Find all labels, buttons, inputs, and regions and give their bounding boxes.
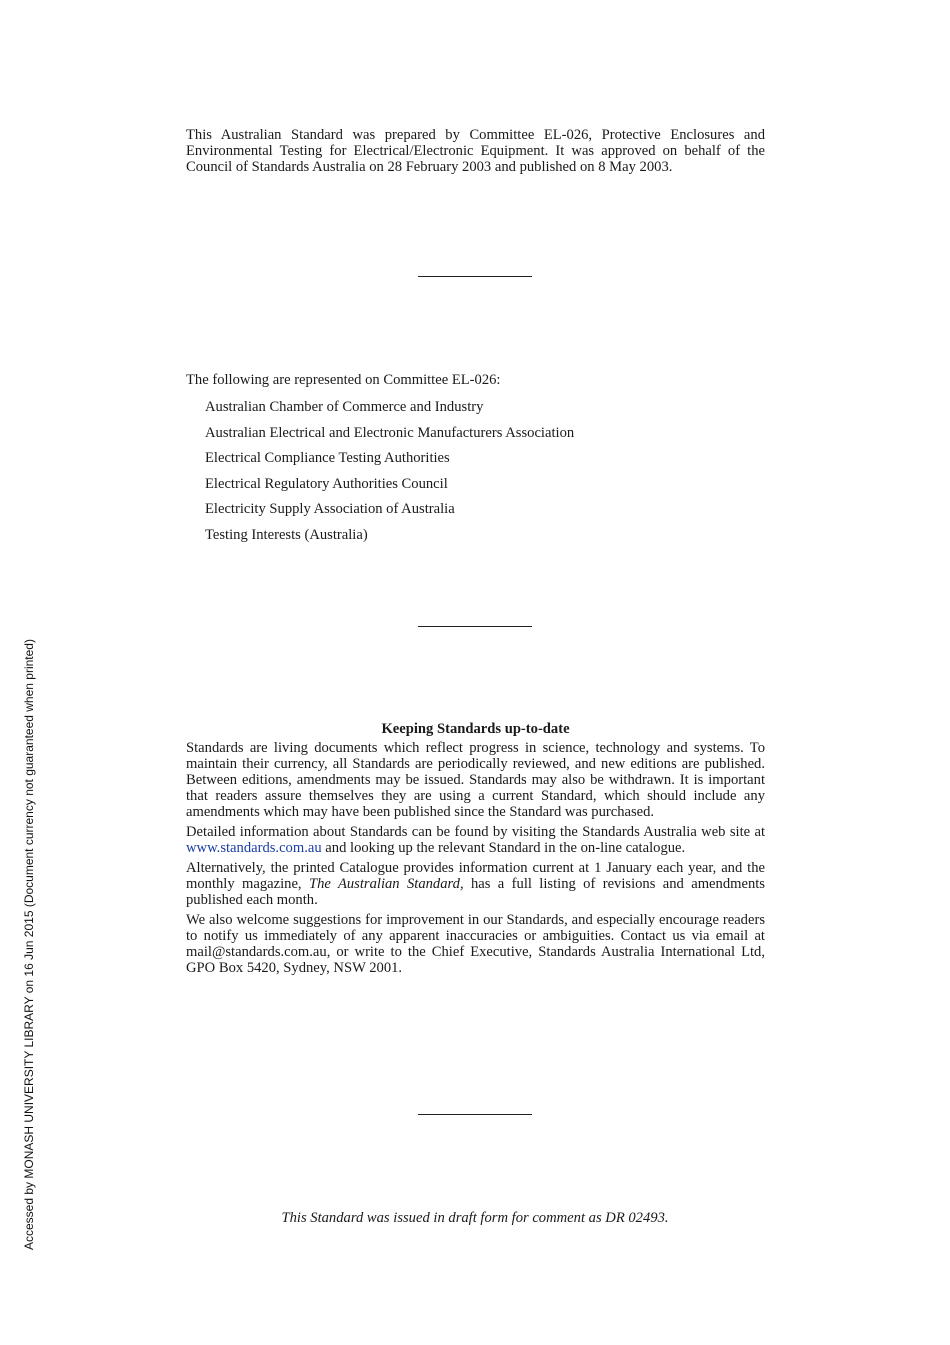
access-watermark: Accessed by MONASH UNIVERSITY LIBRARY on 16 Jun 2015 (Document currency not guaranteed when printed) <box>22 639 36 1250</box>
divider <box>418 1114 532 1115</box>
keeping-standards-section <box>186 721 765 980</box>
committee-member: Electrical Regulatory Authorities Council <box>205 475 448 492</box>
committee-section <box>186 371 765 548</box>
text: Detailed information about Standards can be found by visiting the Standards Australia web site at <box>186 824 765 840</box>
paragraph-catalogue <box>186 860 765 908</box>
committee-member-list <box>205 395 765 548</box>
website-link[interactable]: www.standards.com.au <box>186 840 322 856</box>
committee-member: Testing Interests (Australia) <box>205 526 368 543</box>
section-heading: Keeping Standards up-to-date <box>381 721 570 737</box>
committee-member: Australian Electrical and Electronic Manufacturers Association <box>205 424 575 441</box>
draft-note: This Standard was issued in draft form for comment as DR 02493. <box>281 1210 669 1226</box>
intro-paragraph: This Australian Standard was prepared by Committee EL-026, Protective Enclosures and Environmental Testing for Electrical/Electronic Equipment. It was approved on behalf of the Council of Standards Australia on 28 February 2003 and published on 8 May 2003. <box>186 127 765 175</box>
paragraph-web-site <box>186 824 765 856</box>
committee-lead: The following are represented on Committee EL-026: <box>186 372 501 388</box>
text: and looking up the relevant Standard in the on-line catalogue. <box>321 840 686 856</box>
divider <box>418 626 532 627</box>
divider <box>418 276 532 277</box>
paragraph-living-documents: Standards are living documents which reflect progress in science, technology and systems. To maintain their currency, all Standards are periodically reviewed, and new editions are published. Between editions, amendments may be issued. Standards may also be withdrawn. It is important that readers assure themselves they are using a current Standard, which should include any amendments which may have been published since the Standard was purchased. <box>186 740 765 820</box>
committee-member: Electricity Supply Association of Australia <box>205 501 455 517</box>
committee-member: Australian Chamber of Commerce and Industry <box>205 399 484 415</box>
magazine-title: The Australian Standard <box>308 876 460 892</box>
committee-member: Electrical Compliance Testing Authorities <box>205 450 450 466</box>
text: , has a full listing of revisions and amendments published each month. <box>186 876 765 908</box>
intro-section <box>186 127 765 175</box>
text: Alternatively, the printed Catalogue provides information current at 1 January each year, and the monthly magazine, <box>186 860 765 892</box>
paragraph-suggestions: We also welcome suggestions for improvement in our Standards, and especially encourage readers to notify us immediately of any apparent inaccuracies or ambiguities. Contact us via email at mail@standards.com.au, or write to the Chief Executive, Standards Australia International Ltd, GPO Box 5420, Sydney, NSW 2001. <box>186 912 765 976</box>
